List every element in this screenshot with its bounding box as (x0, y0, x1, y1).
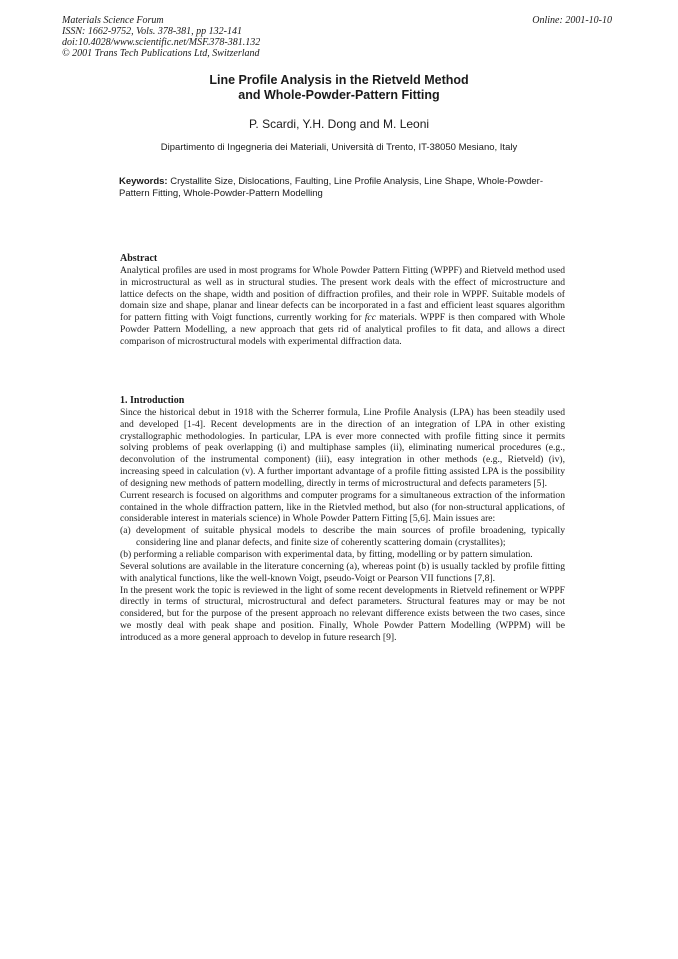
intro-paragraph-2: Current research is focused on algorithms and computer programs for a simultaneous extraction of the information contained in the whole diffraction pattern, like in the Rietvled method, but also (for non-structural applications, of considerable interest in materials science) in Whole Powder Pattern Fitting [5,6]. Main issues are: (120, 489, 565, 525)
journal-name: Materials Science Forum (62, 15, 164, 26)
intro-paragraph-4: In the present work the topic is reviewed in the light of some recent developments in Rietveld refinement or WPPF directly in terms of structural, microstructural and defect parameters. Structural features may or may be not considered, but for the purpose of the present approach no relevant difference exists between the two cases, since we mostly deal with peak shape and position. Finally, Whole Powder Pattern Modelling (WPPM) will be introduced as a more general approach to develop in future research [9]. (120, 584, 565, 643)
copyright-line: © 2001 Trans Tech Publications Ltd, Switzerland (62, 48, 260, 59)
abstract-section (120, 253, 565, 348)
abstract-text (120, 265, 565, 348)
keywords-label: Keywords: (119, 176, 168, 187)
paper-title (0, 73, 678, 103)
title-line-1: Line Profile Analysis in the Rietveld Method (209, 73, 469, 87)
intro-paragraph-1: Since the historical debut in 1918 with the Scherrer formula, Line Profile Analysis (LPA) has been steadily used and developed [1-4]. Recent developments are in the direction of an integration of LPA in other existing crystallographic methodologies. In particular, LPA is ever more connected with profile fitting since it permits solving problems of peak overlapping (i) and multiphase samples (ii), eliminating numerical procedures (e.g., deconvolution of the instrumental component) (iii), easy integration in other methods (e.g., Rietveld) (iv), increasing speed in calculation (v). A further important advantage of a profile fitting assisted LPA is the possibility of designing new methods of pattern modelling, directly in terms of microstructural and defects parameters [5]. (120, 406, 565, 489)
online-date: Online: 2001-10-10 (532, 15, 612, 26)
title-line-2: and Whole-Powder-Pattern Fitting (238, 88, 440, 102)
doi-line: doi:10.4028/www.scientific.net/MSF.378-381.132 (62, 37, 261, 48)
journal-header (62, 15, 260, 59)
intro-paragraph-3: Several solutions are available in the literature concerning (a), whereas point (b) is usually tackled by profile fitting with analytical functions, like the well-known Voigt, pseudo-Voigt or Pearson VII functions [7,8]. (120, 560, 565, 584)
abstract-heading: Abstract (120, 253, 158, 264)
abstract-text-part-1: Analytical profiles are used in most programs for Whole Powder Pattern Fitting (WPPF) and Rietveld method used in microstructural as well as in structural studies. The present work deals with the effect of microstructure and lattice defects on the shape, width and position of diffraction profiles, and their role in WPPF. Suitable models of domain size and shape, planar and linear defects can be incorporated in a fast and efficient least squares algorithm for pattern fitting with Voigt functions, currently working for (120, 264, 565, 324)
keywords-block (119, 176, 559, 199)
intro-list-item-a: (a) development of suitable physical models to describe the main sources of profile broadening, typically considering line and planar defects, and finite size of coherently scattering domain (crystallites); (120, 525, 565, 549)
affiliation: Dipartimento di Ingegneria dei Materiali, Università di Trento, IT-38050 Mesiano, Italy (160, 142, 518, 153)
author-list: P. Scardi, Y.H. Dong and M. Leoni (248, 117, 430, 131)
keywords-text: Crystallite Size, Dislocations, Faulting, Line Profile Analysis, Line Shape, Whole-Powder-Pattern Fitting, Whole-Powder-Pattern Modelling (119, 176, 544, 199)
abstract-text-part-2: materials. WPPF is then compared with Whole Powder Pattern Modelling, a new approach that gets rid of analytical profiles to fit data, and allows a direct comparison of microstructural models with experimental diffraction data. (120, 312, 566, 347)
introduction-section (120, 395, 565, 644)
intro-list-item-b: (b) performing a reliable comparison with experimental data, by fitting, modelling or by pattern simulation. (120, 548, 533, 560)
abstract-italic-term: fcc (364, 312, 376, 324)
issn-line: ISSN: 1662-9752, Vols. 378-381, pp 132-141 (62, 26, 242, 37)
introduction-heading: 1. Introduction (120, 395, 185, 406)
